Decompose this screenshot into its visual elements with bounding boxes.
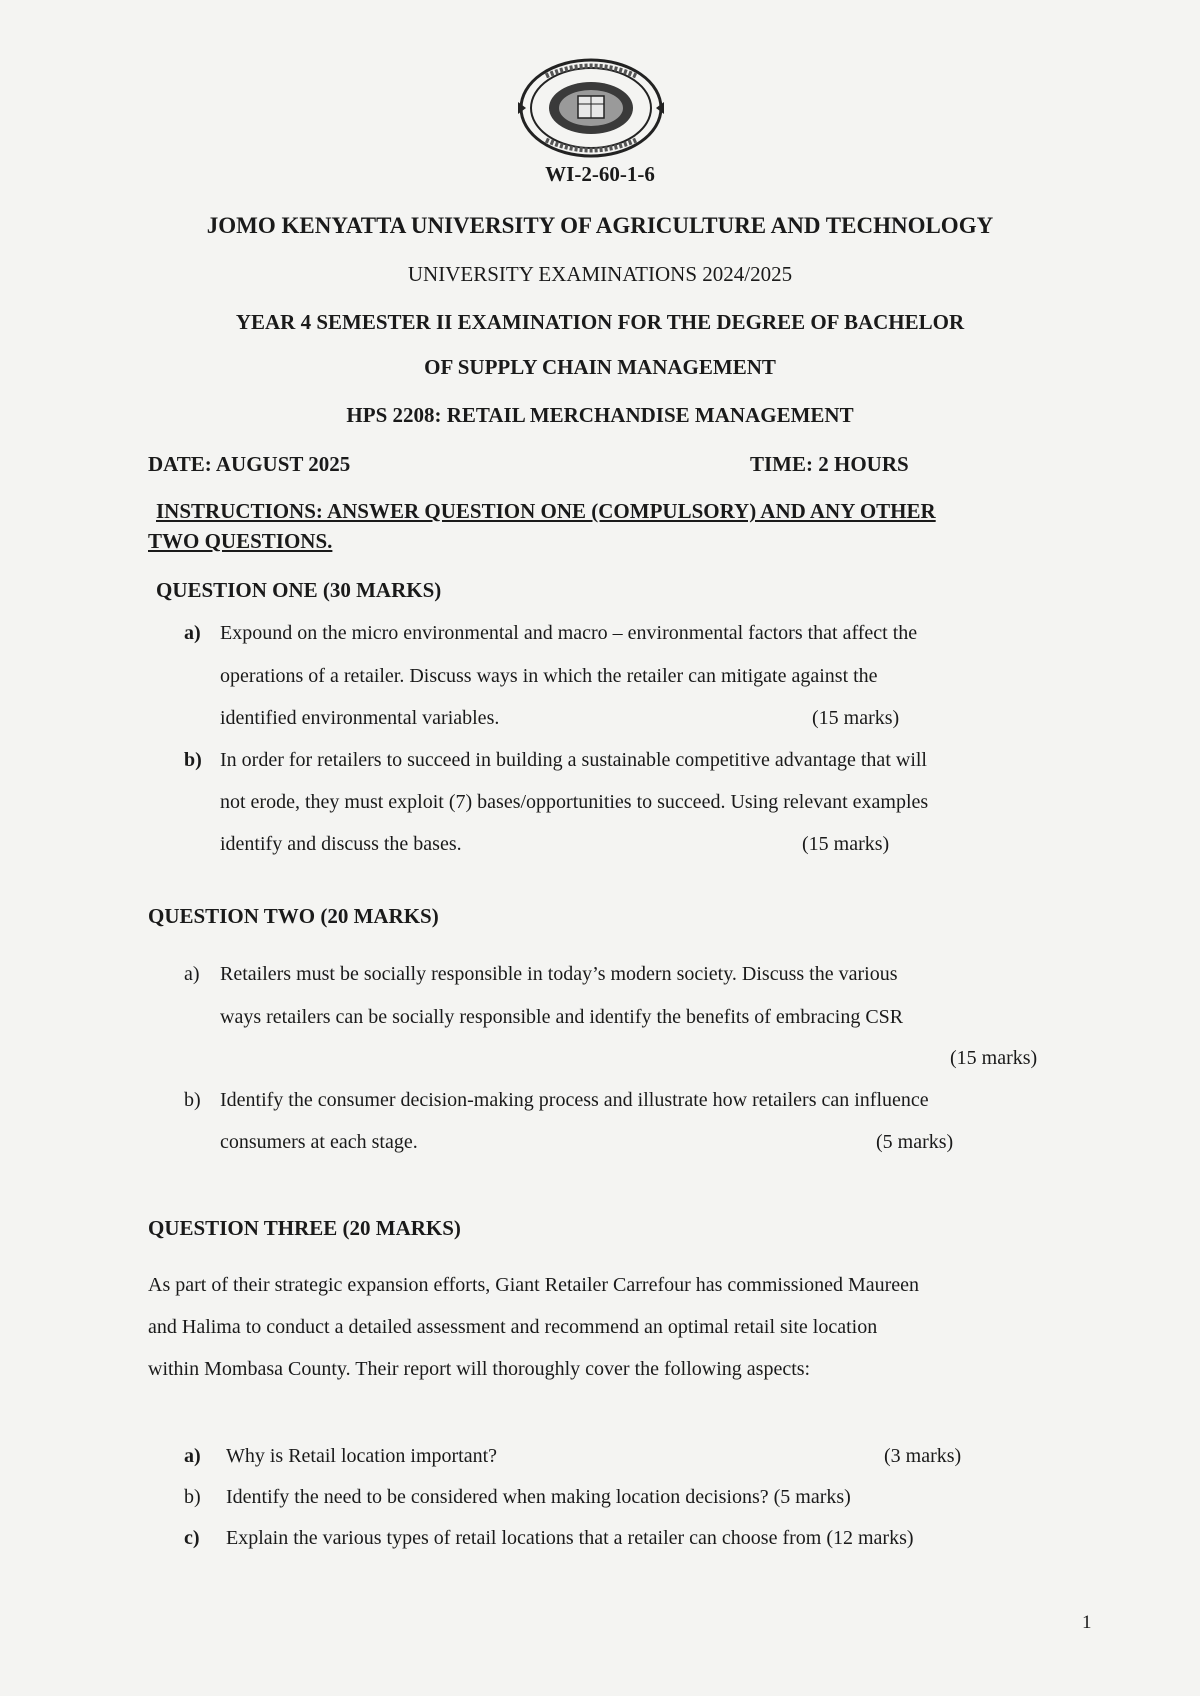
q2-a-label: a): [184, 963, 200, 985]
exam-title: UNIVERSITY EXAMINATIONS 2024/2025: [407, 262, 793, 286]
q3-intro-line-1: As part of their strategic expansion efforts, Giant Retailer Carrefour has commissioned Maureen: [148, 1274, 920, 1296]
degree-line-2: OF SUPPLY CHAIN MANAGEMENT: [424, 355, 776, 379]
q2-b-marks: (5 marks): [876, 1131, 954, 1153]
university-name: JOMO KENYATTA UNIVERSITY OF AGRICULTURE AND TECHNOLOGY: [206, 213, 994, 238]
question-three-heading: QUESTION THREE (20 MARKS): [148, 1216, 461, 1240]
q3-a-marks: (3 marks): [884, 1445, 962, 1467]
q1-b-line-2: not erode, they must exploit (7) bases/opportunities to succeed. Using relevant examples: [220, 791, 929, 813]
instructions-line-1: INSTRUCTIONS: ANSWER QUESTION ONE (COMPULSORY) AND ANY OTHER: [156, 499, 936, 523]
q1-a-line-2: operations of a retailer. Discuss ways in which the retailer can mitigate against the: [220, 665, 878, 687]
q3-intro-line-3: within Mombasa County. Their report will thoroughly cover the following aspects:: [148, 1358, 811, 1380]
q2-b-label: b): [184, 1089, 201, 1111]
question-one-heading: QUESTION ONE (30 MARKS): [156, 578, 442, 602]
q2-b-line-1: Identify the consumer decision-making process and illustrate how retailers can influence: [220, 1089, 929, 1111]
question-two-heading: QUESTION TWO (20 MARKS): [148, 904, 439, 928]
course-title: HPS 2208: RETAIL MERCHANDISE MANAGEMENT: [346, 403, 854, 427]
q2-a-marks: (15 marks): [950, 1047, 1038, 1069]
instructions-line-2: TWO QUESTIONS.: [148, 529, 333, 553]
q1-b-marks: (15 marks): [802, 833, 890, 855]
q1-a-marks: (15 marks): [812, 707, 900, 729]
q3-a-text: Why is Retail location important?: [226, 1445, 498, 1467]
q1-a-line-1: Expound on the micro environmental and macro – environmental factors that affect the: [220, 622, 918, 644]
q2-b-line-2: consumers at each stage.: [220, 1131, 418, 1153]
q1-b-label: b): [184, 749, 202, 771]
q3-b-text: Identify the need to be considered when making location decisions? (5 marks): [226, 1486, 851, 1508]
q3-c-label: c): [184, 1527, 200, 1549]
university-logo: [516, 56, 666, 160]
q3-a-label: a): [184, 1445, 201, 1467]
q2-a-line-2: ways retailers can be socially responsible and identify the benefits of embracing CSR: [220, 1006, 904, 1028]
q1-a-line-3: identified environmental variables.: [220, 707, 500, 729]
degree-line-1: YEAR 4 SEMESTER II EXAMINATION FOR THE DEGREE OF BACHELOR: [235, 310, 965, 334]
q1-a-label: a): [184, 622, 201, 644]
q3-c-text: Explain the various types of retail locations that a retailer can choose from (12 marks): [226, 1527, 914, 1549]
page-number: 1: [1082, 1612, 1092, 1633]
q3-b-label: b): [184, 1486, 201, 1508]
q2-a-line-1: Retailers must be socially responsible in today’s modern society. Discuss the various: [220, 963, 898, 985]
q1-b-line-1: In order for retailers to succeed in building a sustainable competitive advantage that will: [220, 749, 927, 771]
exam-time: TIME: 2 HOURS: [750, 452, 909, 476]
q1-b-line-3: identify and discuss the bases.: [220, 833, 462, 855]
q3-intro-line-2: and Halima to conduct a detailed assessment and recommend an optimal retail site location: [148, 1316, 878, 1338]
paper-code: WI-2-60-1-6: [545, 162, 655, 186]
exam-date: DATE: AUGUST 2025: [148, 452, 351, 476]
